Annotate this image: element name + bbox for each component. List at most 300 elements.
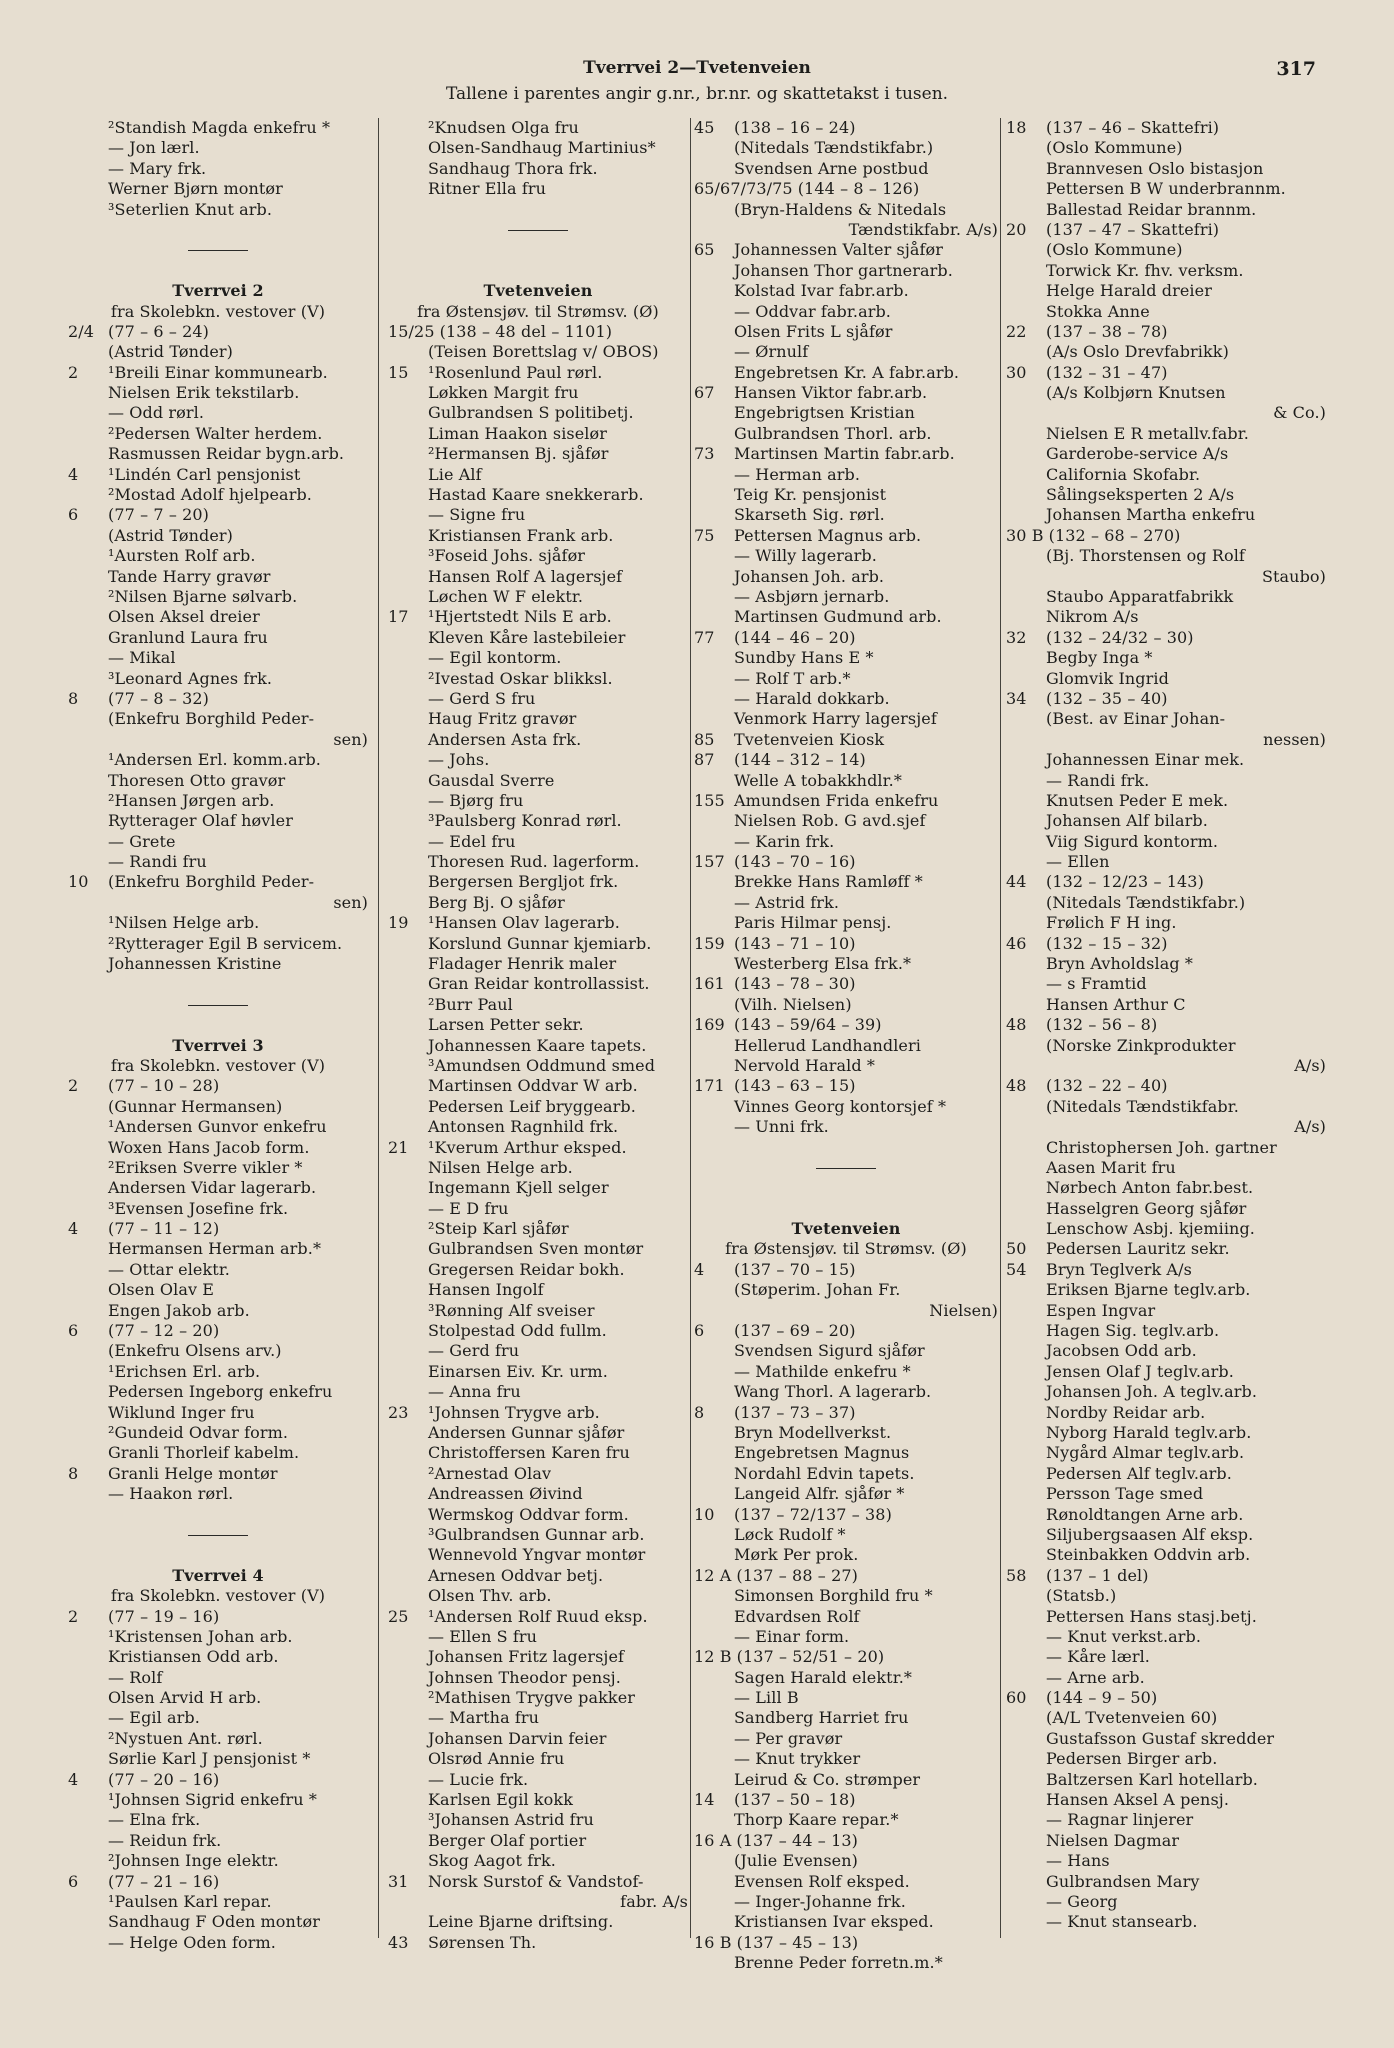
house-number-entry [1006, 118, 1326, 138]
resident-entry: ²Hermansen Bj. sjåfør [428, 444, 609, 464]
resident-entry: Løck Rudolf * [734, 1524, 846, 1544]
resident-entry: Christophersen Joh. gartner [1046, 1137, 1277, 1157]
resident-entry: Viig Sigurd kontorm. [1046, 831, 1219, 851]
resident-entry: (Enkefru Olsens arv.) [108, 1341, 282, 1361]
resident-entry: Antonsen Ragnhild frk. [428, 1117, 619, 1137]
resident-entry: Einarsen Eiv. Kr. urm. [428, 1361, 608, 1381]
house-number-entry [68, 689, 368, 709]
resident-entry: — Kåre lærl. [1046, 1647, 1150, 1667]
resident-entry: ¹Nilsen Helge arb. [108, 913, 260, 933]
house-number: 4 [68, 464, 79, 484]
blank-line [388, 261, 688, 281]
house-number-entry [68, 363, 368, 383]
resident-entry: — Oddvar fabr.arb. [734, 301, 891, 321]
house-number: 25 [388, 1606, 409, 1626]
house-number-entry [694, 628, 998, 648]
resident-entry: Lenschow Asbj. kjemiing. [1046, 1219, 1255, 1239]
house-number: 54 [1006, 1259, 1027, 1279]
entry-text: (137 – 52/51 – 20) [736, 1647, 885, 1667]
house-number-entry [68, 322, 368, 342]
resident-entry: (Best. av Einar Johan- [1046, 709, 1226, 729]
resident-entry: — Edel fru [428, 831, 516, 851]
entry-text: (77 – 10 – 28) [108, 1076, 220, 1096]
blank-line [388, 200, 688, 220]
house-number-entry [1006, 220, 1326, 240]
entry-text: (144 – 8 – 126) [797, 179, 920, 199]
resident-entry: Hasselgren Georg sjåfør [1046, 1198, 1247, 1218]
entry-text: (137 – 72/137 – 38) [734, 1504, 892, 1524]
house-number-entry [694, 1260, 998, 1280]
entry-text: (132 – 15 – 32) [1046, 933, 1168, 953]
resident-entry: Nordahl Edvin tapets. [734, 1463, 915, 1483]
resident-entry: Teig Kr. pensjonist [734, 485, 887, 505]
house-number: 30 [1006, 362, 1027, 382]
blank-line [68, 1545, 368, 1565]
resident-entry: Kristiansen Frank arb. [428, 525, 614, 545]
resident-entry: Thoresen Otto gravør [108, 770, 286, 790]
resident-entry: Ritner Ella fru [428, 179, 547, 199]
resident-entry: Leirud & Co. strømper [734, 1769, 921, 1789]
entry-text: ¹Breili Einar kommunearb. [108, 362, 328, 382]
entry-text: (138 – 16 – 24) [734, 118, 856, 137]
house-number: 67 [694, 383, 715, 403]
resident-entry: Liman Haakon siselør [428, 423, 607, 443]
resident-entry: ³Rønning Alf sveiser [428, 1300, 595, 1320]
resident-entry: Westerberg Elsa frk.* [734, 954, 912, 974]
resident-entry: — Egil arb. [108, 1708, 200, 1728]
resident-entry: (Oslo Kommune) [1046, 240, 1183, 260]
resident-entry: Karlsen Egil kokk [428, 1790, 573, 1810]
entry-text: (Enkefru Borghild Peder- [108, 872, 315, 892]
resident-entry: Kleven Kåre lastebileier [428, 627, 626, 647]
entry-text: (143 – 59/64 – 39) [734, 1015, 882, 1035]
resident-entry: (Oslo Kommune) [1046, 138, 1183, 158]
house-number: 2 [68, 1606, 79, 1626]
resident-entry: ²Arnestad Olav [428, 1463, 552, 1483]
resident-entry: — Bjørg fru [428, 790, 524, 810]
entry-text: Amundsen Frida enkefru [734, 790, 939, 810]
entry-text: (77 – 21 – 16) [108, 1871, 220, 1891]
street-heading: Tverrvei 4 [172, 1565, 264, 1585]
resident-entry: ¹Andersen Erl. komm.arb. [108, 750, 321, 770]
house-number-entry [68, 1464, 368, 1484]
resident-entry: Wermskog Oddvar form. [428, 1504, 629, 1524]
house-number-entry [694, 852, 998, 872]
house-number: 6 [68, 505, 79, 525]
resident-entry: ²Hansen Jørgen arb. [108, 790, 275, 810]
resident-entry: Hansen Arthur C [1046, 994, 1186, 1014]
entry-text: (138 – 48 del – 1101) [439, 321, 613, 341]
running-head-subtitle: Tallene i parentes angir g.nr., br.nr. og skattetakst i tusen. [445, 84, 949, 104]
resident-entry: (Astrid Tønder) [108, 342, 233, 362]
house-number-entry [388, 1403, 688, 1423]
entry-text: (77 – 8 – 32) [108, 688, 210, 708]
resident-entry: Andreassen Øivind [428, 1484, 583, 1504]
column-4 [1006, 118, 1326, 1933]
resident-entry: Leine Bjarne driftsing. [428, 1912, 614, 1932]
house-number-entry [1006, 1015, 1326, 1035]
resident-entry: Venmork Harry lagersjef [734, 709, 937, 729]
resident-entry: — Egil kontorm. [428, 648, 562, 668]
resident-entry: — Mathilde enkefru * [734, 1361, 911, 1381]
house-number-entry [694, 974, 998, 994]
resident-entry: Johansen Darvin feier [428, 1728, 607, 1748]
resident-entry: — Lill B [734, 1688, 799, 1708]
resident-entry: — Reidun frk. [108, 1830, 222, 1850]
resident-entry: Johannessen Kristine [108, 954, 282, 974]
resident-entry: — Rolf [108, 1667, 163, 1687]
house-number: 155 [694, 790, 725, 810]
entry-text: (137 – 38 – 78) [1046, 321, 1168, 341]
resident-entry: ²Nilsen Bjarne sølvarb. [108, 586, 298, 606]
resident-entry: Stolpestad Odd fullm. [428, 1321, 607, 1341]
resident-entry: Hansen Ingolf [428, 1280, 544, 1300]
resident-entry: — Martha fru [428, 1708, 540, 1728]
resident-entry: Pettersen B W underbrannm. [1046, 179, 1286, 199]
house-number: 30 B [1006, 525, 1044, 545]
section-divider [68, 1525, 368, 1545]
house-number: 4 [68, 1769, 79, 1789]
resident-entry: ¹Erichsen Erl. arb. [108, 1361, 261, 1381]
resident-entry: Brenne Peder forretn.m.* [734, 1953, 943, 1973]
street-extent: fra Skolebkn. vestover (V) [110, 301, 326, 321]
house-number: 45 [694, 118, 715, 137]
resident-entry: Engen Jakob arb. [108, 1300, 250, 1320]
resident-entry: — Elna frk. [108, 1810, 201, 1830]
resident-entry: ³Paulsberg Konrad rørl. [428, 811, 622, 831]
resident-entry: — Grete [108, 831, 176, 851]
column-1 [68, 118, 368, 1953]
house-number-entry [68, 465, 368, 485]
entry-text: (137 – 45 – 13) [736, 1932, 859, 1952]
column-3 [694, 118, 998, 1974]
house-number: 48 [1006, 1015, 1027, 1035]
entry-text: ¹Lindén Carl pensjonist [108, 464, 301, 484]
resident-entry: — E D fru [428, 1198, 509, 1218]
resident-entry: — Inger-Johanne frk. [734, 1891, 906, 1911]
resident-entry: Rasmussen Reidar bygn.arb. [108, 444, 345, 464]
house-number: 87 [694, 750, 715, 770]
resident-entry: Rytterager Olaf høvler [108, 811, 293, 831]
house-number-entry [694, 750, 998, 770]
resident-entry: ¹Paulsen Karl repar. [108, 1891, 272, 1911]
resident-entry: — Rolf T arb.* [734, 668, 851, 688]
resident-entry: Garderobe-service A/s [1046, 444, 1229, 464]
house-number: 46 [1006, 933, 1027, 953]
resident-entry: Johannessen Einar mek. [1046, 750, 1245, 770]
house-number-entry [694, 934, 998, 954]
resident-entry: — Helge Oden form. [108, 1932, 276, 1952]
resident-entry: Hermansen Herman arb.* [108, 1239, 322, 1259]
resident-entry: Woxen Hans Jacob form. [108, 1137, 310, 1157]
entry-text: Hansen Viktor fabr.arb. [734, 383, 928, 403]
blank-line [68, 1015, 368, 1035]
street-extent: fra Skolebkn. vestover (V) [110, 1586, 326, 1606]
house-number: 20 [1006, 219, 1027, 239]
resident-entry: (Norske Zinkprodukter [1046, 1035, 1236, 1055]
entry-text: (132 – 12/23 – 143) [1046, 872, 1204, 892]
resident-entry: — Astrid frk. [734, 892, 840, 912]
blank-line [68, 1505, 368, 1525]
resident-entry: Johansen Fritz lagersjef [428, 1647, 625, 1667]
resident-entry: Hansen Aksel A pensj. [1046, 1790, 1230, 1810]
resident-entry: — Unni frk. [734, 1117, 829, 1137]
continuation-line: Tændstikfabr. A/s) [848, 219, 998, 239]
house-number-entry [694, 118, 998, 138]
entry-text: (144 – 312 – 14) [734, 750, 866, 770]
continuation-line: fabr. A/s [620, 1891, 688, 1911]
resident-entry: ²Steip Karl sjåfør [428, 1219, 569, 1239]
resident-entry: Nielsen E R metallv.fabr. [1046, 423, 1249, 443]
house-number-entry [694, 1790, 998, 1810]
house-number-entry [68, 872, 368, 892]
resident-entry: (Enkefru Borghild Peder- [108, 709, 315, 729]
resident-entry: Ballestad Reidar brannm. [1046, 199, 1257, 219]
house-number: 6 [68, 1871, 79, 1891]
resident-entry: Pedersen Birger arb. [1046, 1749, 1218, 1769]
resident-entry: Paris Hilmar pensj. [734, 913, 892, 933]
resident-entry: Hansen Rolf A lagersjef [428, 566, 623, 586]
resident-entry: Thorp Kaare repar.* [734, 1810, 899, 1830]
resident-entry: (Astrid Tønder) [108, 525, 233, 545]
entry-text: ¹Rosenlund Paul rørl. [428, 362, 603, 382]
street-extent: fra Østensjøv. til Strømsv. (Ø) [725, 1239, 967, 1259]
resident-entry: Nielsen Erik tekstilarb. [108, 383, 300, 403]
entry-text: ¹Andersen Rolf Ruud eksp. [428, 1606, 648, 1626]
house-number-entry [68, 1872, 368, 1892]
resident-entry: Aasen Marit fru [1046, 1157, 1176, 1177]
resident-entry: Sandhaug F Oden montør [108, 1912, 320, 1932]
resident-entry: ²Ivestad Oskar blikksl. [428, 668, 613, 688]
resident-entry: ²Pedersen Walter herdem. [108, 423, 323, 443]
resident-entry: Edvardsen Rolf [734, 1606, 860, 1626]
house-number: 4 [694, 1259, 705, 1279]
resident-entry: Helge Harald dreier [1046, 281, 1212, 301]
house-number-entry [388, 607, 688, 627]
resident-entry: Gulbrandsen Thorl. arb. [734, 423, 932, 443]
resident-entry: Nordby Reidar arb. [1046, 1402, 1206, 1422]
street-extent: fra Skolebkn. vestover (V) [110, 1055, 326, 1075]
house-number: 14 [694, 1790, 715, 1810]
resident-entry: Gregersen Reidar bokh. [428, 1259, 625, 1279]
resident-entry: Brekke Hans Ramløff * [734, 872, 923, 892]
resident-entry: — Karin frk. [734, 831, 835, 851]
resident-entry: — Ottar elektr. [108, 1259, 230, 1279]
resident-entry: Johansen Alf bilarb. [1046, 811, 1208, 831]
entry-text: Martinsen Martin fabr.arb. [734, 444, 955, 464]
resident-entry: — Randi frk. [1046, 770, 1150, 790]
house-number: 8 [694, 1402, 705, 1422]
house-number: 157 [694, 852, 725, 872]
house-number: 4 [68, 1219, 79, 1239]
house-number-entry [694, 730, 998, 750]
resident-entry: Mørk Per prok. [734, 1545, 859, 1565]
entry-text: Tvetenveien Kiosk [734, 729, 885, 749]
house-number-entry [1006, 1566, 1326, 1586]
resident-entry: Engebrigtsen Kristian [734, 403, 915, 423]
resident-entry: Simonsen Borghild fru * [734, 1586, 933, 1606]
blank-line [68, 974, 368, 994]
resident-entry: — Gerd S fru [428, 688, 536, 708]
resident-entry: — Asbjørn jernarb. [734, 586, 890, 606]
resident-entry: (Statsb.) [1046, 1586, 1117, 1606]
house-number-entry [1006, 628, 1326, 648]
house-number: 6 [694, 1321, 705, 1341]
blank-line [694, 1199, 998, 1219]
entry-text: (137 – 50 – 18) [734, 1790, 856, 1810]
resident-entry: Martinsen Oddvar W arb. [428, 1076, 638, 1096]
resident-entry: Glomvik Ingrid [1046, 668, 1169, 688]
resident-entry: (Julie Evensen) [734, 1851, 858, 1871]
resident-entry: ²Eriksen Sverre vikler * [108, 1157, 303, 1177]
entry-text: (132 – 35 – 40) [1046, 688, 1168, 708]
resident-entry: — Ellen S fru [428, 1626, 538, 1646]
resident-entry: ¹Andersen Gunvor enkefru [108, 1117, 327, 1137]
resident-entry: ²Johnsen Inge elektr. [108, 1851, 279, 1871]
entry-text: ¹Johnsen Trygve arb. [428, 1402, 600, 1422]
resident-entry: Olsen Arvid H arb. [108, 1688, 262, 1708]
entry-text: (143 – 70 – 16) [734, 852, 856, 872]
resident-entry: Arnesen Oddvar betj. [428, 1565, 604, 1585]
house-number-entry [1006, 322, 1326, 342]
column-rule [690, 118, 691, 1938]
resident-entry: Begby Inga * [1046, 648, 1153, 668]
section-divider [68, 995, 368, 1015]
house-number: 161 [694, 974, 725, 994]
entry-text: (77 – 12 – 20) [108, 1321, 220, 1341]
house-number-entry [388, 913, 688, 933]
entry-text: (137 – 47 – Skattefri) [1046, 219, 1220, 239]
house-number: 12 B [694, 1647, 732, 1667]
entry-text: (144 – 9 – 50) [1046, 1688, 1158, 1708]
resident-entry: — Signe fru [428, 505, 526, 525]
house-number: 23 [388, 1402, 409, 1422]
entry-text: Sørensen Th. [428, 1932, 537, 1952]
house-number: 2 [68, 1076, 79, 1096]
house-number: 16 A [694, 1830, 732, 1850]
resident-entry: Johansen Joh. arb. [734, 566, 885, 586]
street-heading: Tvetenveien [483, 281, 593, 301]
continuation-line: A/s) [1294, 1117, 1326, 1137]
house-number-entry [694, 791, 998, 811]
house-number: 73 [694, 444, 715, 464]
resident-entry: (Nitedals Tændstikfabr.) [734, 138, 934, 158]
house-number: 18 [1006, 118, 1027, 137]
house-number: 21 [388, 1137, 409, 1157]
resident-entry: Nervold Harald * [734, 1055, 875, 1075]
entry-text: (137 – 46 – Skattefri) [1046, 118, 1220, 137]
house-number-entry [1006, 934, 1326, 954]
house-number-entry [388, 1872, 688, 1892]
resident-entry: (Vilh. Nielsen) [734, 994, 852, 1014]
resident-entry: Espen Ingvar [1046, 1300, 1156, 1320]
house-number-entry [694, 383, 998, 403]
resident-entry: Evensen Rolf eksped. [734, 1871, 910, 1891]
entry-text: (132 – 24/32 – 30) [1046, 627, 1194, 647]
house-number-entry [694, 1076, 998, 1096]
resident-entry: Andersen Vidar lagerarb. [108, 1178, 317, 1198]
resident-entry: Haug Fritz gravør [428, 709, 577, 729]
resident-entry: Wennevold Yngvar montør [428, 1545, 646, 1565]
resident-entry: ²Mostad Adolf hjelpearb. [108, 485, 312, 505]
blank-line [694, 1138, 998, 1158]
house-number-entry [68, 1607, 368, 1627]
resident-entry: Bergersen Bergljot frk. [428, 872, 619, 892]
resident-entry: Brannvesen Oslo bistasjon [1046, 158, 1264, 178]
entry-text: Granli Helge montør [108, 1463, 278, 1483]
resident-entry: Berger Olaf portier [428, 1830, 587, 1850]
resident-entry: — Harald dokkarb. [734, 688, 890, 708]
house-number-entry [694, 1831, 998, 1851]
resident-entry: Martinsen Gudmund arb. [734, 607, 942, 627]
continuation-line: Staubo) [1261, 566, 1326, 586]
resident-entry: Løchen W F elektr. [428, 586, 584, 606]
house-number: 43 [388, 1932, 409, 1952]
entry-text: ¹Hjertstedt Nils E arb. [428, 607, 612, 627]
house-number: 44 [1006, 872, 1027, 892]
entry-text: Norsk Surstof & Vandstof- [428, 1871, 644, 1891]
resident-entry: Nikrom A/s [1046, 607, 1139, 627]
blank-line [68, 261, 368, 281]
house-number-entry [1006, 1688, 1326, 1708]
resident-entry: Lie Alf [428, 464, 482, 484]
resident-entry: (Nitedals Tændstikfabr.) [1046, 892, 1246, 912]
resident-entry: — Ragnar linjerer [1046, 1810, 1194, 1830]
entry-text: (77 – 7 – 20) [108, 505, 210, 525]
house-number-entry [694, 1015, 998, 1035]
street-heading: Tverrvei 2 [172, 281, 264, 301]
resident-entry: (A/s Kolbjørn Knutsen [1046, 383, 1226, 403]
resident-entry: Hellerud Landhandleri [734, 1035, 921, 1055]
resident-entry: (Støperim. Johan Fr. [734, 1280, 901, 1300]
house-number: 169 [694, 1015, 725, 1035]
house-number-entry [1006, 872, 1326, 892]
resident-entry: Eriksen Bjarne teglv.arb. [1046, 1280, 1251, 1300]
resident-entry: ²Knudsen Olga fru [428, 118, 579, 137]
house-number-entry [1006, 1076, 1326, 1096]
resident-entry: — Johs. [428, 750, 490, 770]
house-number: 60 [1006, 1688, 1027, 1708]
resident-entry: — Odd rørl. [108, 403, 205, 423]
resident-entry: — Knut stansearb. [1046, 1912, 1198, 1932]
resident-entry: Svendsen Sigurd sjåfør [734, 1341, 925, 1361]
resident-entry: Werner Bjørn montør [108, 179, 283, 199]
resident-entry: Jacobsen Odd arb. [1046, 1341, 1197, 1361]
house-number: 10 [694, 1504, 715, 1524]
house-number-entry [694, 1566, 998, 1586]
resident-entry: — Anna fru [428, 1382, 521, 1402]
continuation-line: Nielsen) [929, 1300, 998, 1320]
resident-entry: Gausdal Sverre [428, 770, 555, 790]
resident-entry: Nygård Almar teglv.arb. [1046, 1443, 1245, 1463]
house-number: 34 [1006, 688, 1027, 708]
resident-entry: Olsen Aksel dreier [108, 607, 260, 627]
blank-line [68, 220, 368, 240]
resident-entry: — Georg [1046, 1891, 1118, 1911]
house-number-entry [694, 1505, 998, 1525]
house-number-entry [694, 444, 998, 464]
resident-entry: Nyborg Harald teglv.arb. [1046, 1423, 1252, 1442]
resident-entry: Nielsen Dagmar [1046, 1830, 1180, 1850]
entry-text: (77 – 11 – 12) [108, 1219, 220, 1239]
house-number-entry [68, 1219, 368, 1239]
resident-entry: — Herman arb. [734, 464, 861, 484]
resident-entry: Johnsen Theodor pensj. [428, 1667, 621, 1687]
resident-entry: — Lucie frk. [428, 1769, 529, 1789]
resident-entry: Sålingseksperten 2 A/s [1046, 485, 1235, 505]
resident-entry: — Per gravør [734, 1728, 843, 1748]
resident-entry: — Jon lærl. [108, 138, 200, 158]
